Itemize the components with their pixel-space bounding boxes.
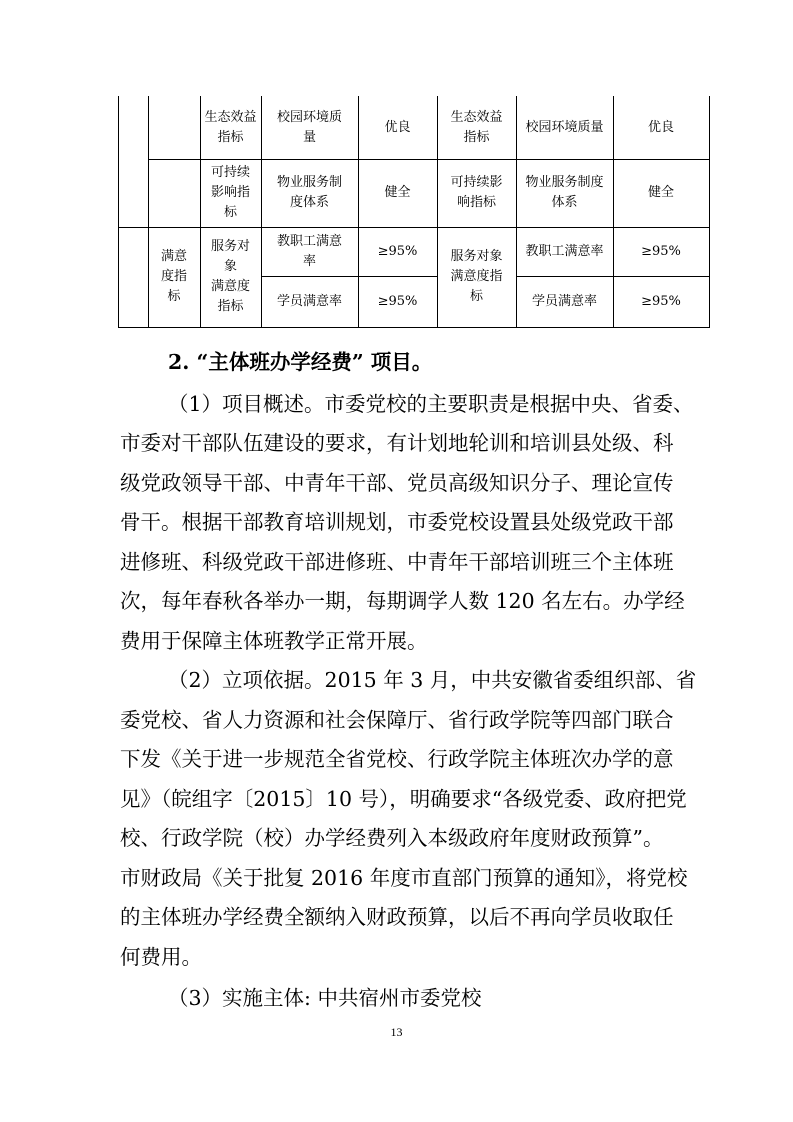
table-cell: 满意 度指 标 — [160, 249, 187, 304]
paragraph-line: （3）实施主体: 中共宿州市委党校 — [168, 986, 482, 1010]
table-cell: 优良 — [647, 119, 674, 135]
table-border — [118, 96, 119, 328]
paragraph-line: 下发《关于进一步规范全省党校、行政学院主体班次办学的意 — [120, 747, 674, 771]
paragraph-line: 骨干。根据干部教育培训规划，市委党校设置县处级党政干部 — [120, 510, 674, 534]
paragraph-line: （2）立项依据。2015 年 3 月，中共安徽省委组织部、省 — [168, 668, 697, 692]
table-cell: 学员满意率 — [531, 293, 597, 309]
table-cell: 物业服务制度 体系 — [525, 175, 604, 210]
paragraph-line: 市财政局《关于批复 2016 年度市直部门预算的通知》，将党校 — [120, 866, 688, 890]
paragraph-line: 进修班、科级党政干部进修班、中青年干部培训班三个主体班 — [120, 550, 674, 574]
table-cell: 优良 — [384, 119, 411, 135]
paragraph-line: 的主体班办学经费全额纳入财政预算，以后不再向学员收取任 — [120, 905, 674, 929]
paragraph-line: 见》（皖组字〔2015〕10 号），明确要求“各级党委、政府把党 — [120, 787, 687, 811]
paragraph-line: 费用于保障主体班教学正常开展。 — [120, 629, 428, 653]
paragraph-line: 委党校、省人力资源和社会保障厅、省行政学院等四部门联合 — [120, 708, 674, 732]
table-cell: ≥95% — [641, 243, 681, 259]
table-cell: 服务对象 满意度指 标 — [450, 249, 503, 304]
table-cell: 学员满意率 — [276, 293, 342, 309]
table-cell: 健全 — [384, 185, 411, 200]
table-cell: 健全 — [647, 185, 674, 200]
paragraph-line: 次，每年春秋各举办一期，每期调学人数 120 名左右。办学经 — [120, 589, 685, 613]
paragraph-line: 级党政领导干部、中青年干部、党员高级知识分子、理论宣传 — [120, 471, 674, 495]
table-cell: ≥95% — [377, 243, 418, 259]
table-border — [709, 96, 710, 328]
table-cell: ≥95% — [377, 293, 418, 309]
table-cell: 服务对 象 满意度 指标 — [210, 239, 250, 314]
table-border — [118, 327, 710, 328]
table-cell: 校园环境质量 — [525, 119, 604, 135]
page-number: 13 — [390, 1025, 403, 1039]
paragraph-line: 何费用。 — [120, 945, 202, 969]
table-cell: 教职工满意率 — [525, 243, 604, 259]
paragraph-line: 校、行政学院（校）办学经费列入本级政府年度财政预算”。 — [120, 826, 664, 850]
section-heading: 2. “主体班办学经费” 项目。 — [168, 350, 433, 374]
table-cell: 物业服务制 度体系 — [276, 175, 342, 210]
table-cell: 教职工满意 率 — [276, 233, 342, 269]
table-cell: 生态效益 指标 — [450, 109, 503, 145]
paragraph-line: （1）项目概述。市委党校的主要职责是根据中央、省委、 — [168, 392, 694, 416]
table-cell: 可持续 影响指 标 — [210, 165, 250, 220]
table-cell: 可持续影 响指标 — [450, 175, 503, 210]
paragraph-line: 市委对干部队伍建设的要求，有计划地轮训和培训县处级、科 — [120, 431, 674, 455]
table-cell: ≥95% — [641, 293, 681, 309]
table-cell: 校园环境质 量 — [276, 109, 342, 145]
performance-indicator-table — [118, 96, 710, 328]
table-cell: 生态效益 指标 — [204, 109, 257, 145]
